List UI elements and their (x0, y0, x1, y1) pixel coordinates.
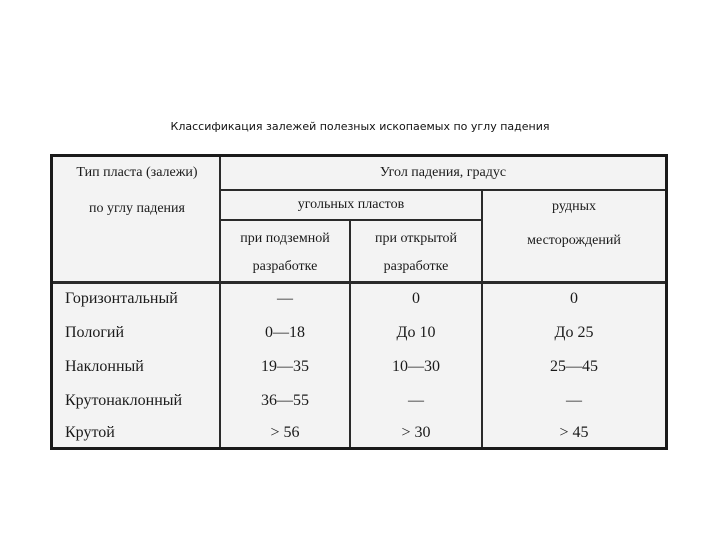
row-open: До 10 (396, 324, 436, 341)
header-underground-line1: при подземной (240, 231, 330, 246)
header-ore-line1: рудных (552, 199, 596, 214)
row-open: — (408, 392, 424, 409)
page-caption: Классификация залежей полезных ископаемых по углу падения (170, 120, 550, 133)
row-type: Крутонаклонный (65, 392, 183, 409)
header-coal-group: угольных пластов (297, 197, 405, 212)
row-open: > 30 (401, 424, 431, 441)
row-type: Пологий (65, 324, 125, 341)
header-open-line1: при открытой (374, 231, 458, 246)
row-type: Крутой (65, 424, 115, 441)
row-divider (221, 219, 483, 221)
row-divider (221, 189, 665, 191)
row-underground: — (277, 290, 293, 307)
row-underground: > 56 (270, 424, 300, 441)
row-ore: 25—45 (550, 358, 598, 375)
row-type: Горизонтальный (65, 290, 178, 307)
header-type-line1: Тип пласта (залежи) (76, 165, 198, 180)
row-underground: 0—18 (265, 324, 305, 341)
header-angle-group: Угол падения, градус (379, 165, 507, 180)
row-ore: 0 (570, 290, 578, 307)
header-bottom-divider (53, 281, 665, 284)
row-ore: — (566, 392, 582, 409)
row-open: 10—30 (392, 358, 440, 375)
row-underground: 36—55 (261, 392, 309, 409)
header-ore-line2: месторождений (527, 233, 621, 248)
row-ore: > 45 (559, 424, 589, 441)
row-underground: 19—35 (261, 358, 309, 375)
row-open: 0 (412, 290, 420, 307)
row-type: Наклонный (65, 358, 144, 375)
header-open-line2: разработке (383, 259, 449, 274)
classification-table (50, 154, 668, 450)
row-ore: До 25 (554, 324, 594, 341)
header-underground-line2: разработке (252, 259, 318, 274)
header-type-line2: по углу падения (89, 201, 185, 216)
